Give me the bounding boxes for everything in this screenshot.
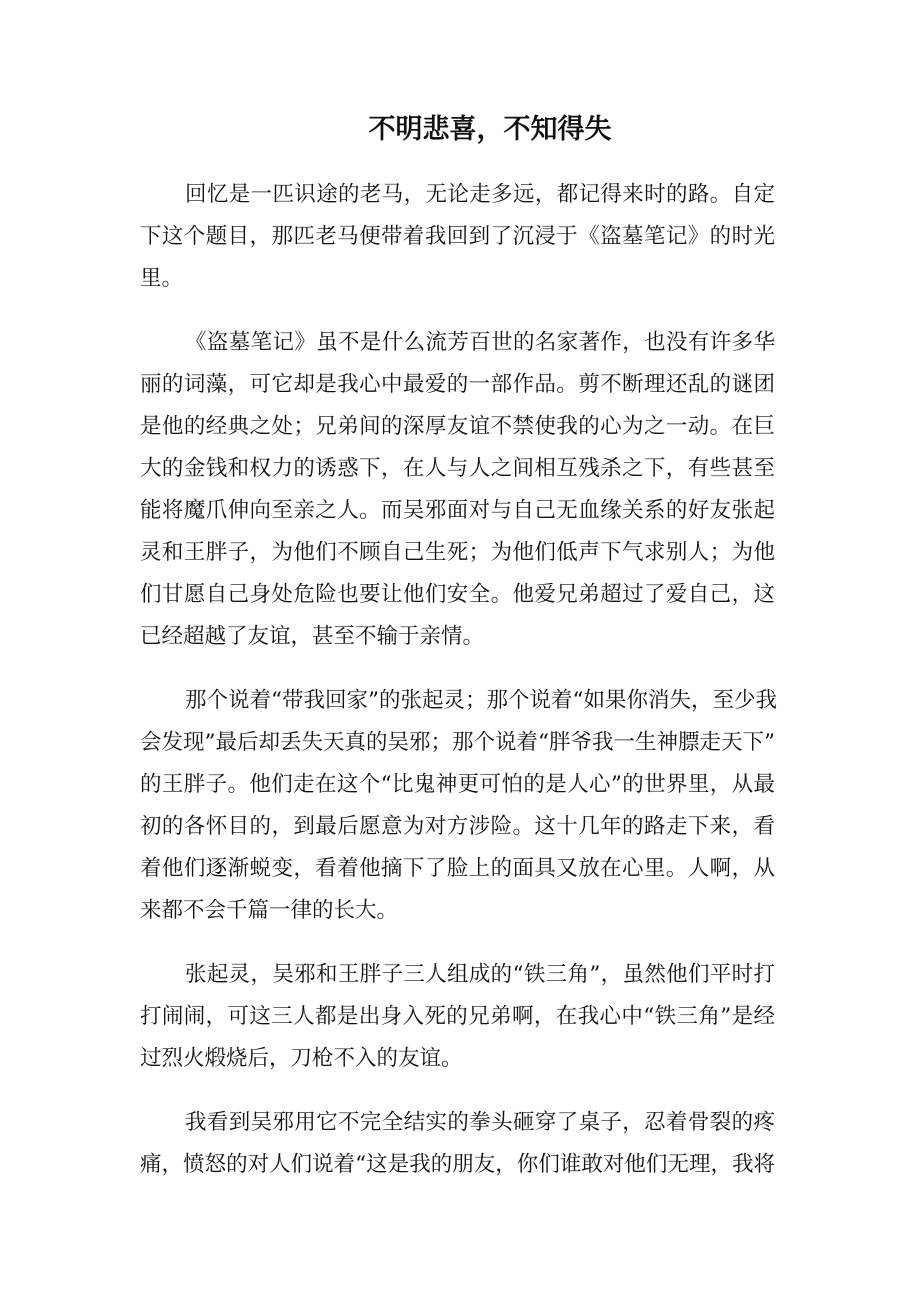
text-line: 已经超越了友谊，甚至不输于亲情。 [140,624,485,649]
document-title: 不明悲喜，不知得失 [368,114,612,145]
text-line: 那个说着“带我回家”的张起灵；那个说着“如果你消失，至少我 [185,688,777,713]
text-line: 来都不会千篇一律的长大。 [140,898,399,923]
text-line: 我看到吴邪用它不完全结实的拳头砸穿了桌子，忍着骨裂的疼 [185,1110,775,1135]
paragraph [140,174,775,300]
text-line: 能将魔爪伸向至亲之人。而吴邪面对与自己无血缘关系的好友张起 [140,498,775,523]
text-line: 过烈火煅烧后，刀枪不入的友谊。 [140,1046,463,1071]
paragraph [140,322,775,658]
text-line: 丽的词藻，可它却是我心中最爱的一部作品。剪不断理还乱的谜团 [140,372,775,397]
paragraph [140,1102,775,1186]
text-line: 灵和王胖子，为他们不顾自己生死；为他们低声下气求别人；为他 [140,540,775,565]
text-line: 是他的经典之处；兄弟间的深厚友谊不禁使我的心为之一动。在巨 [140,414,775,439]
text-line: 下这个题目，那匹老马便带着我回到了沉浸于《盗墓笔记》的时光 [140,224,775,249]
text-line: 《盗墓笔记》虽不是什么流芳百世的名家著作，也没有许多华 [185,330,775,355]
text-line: 里。 [140,266,184,291]
paragraph [140,954,775,1080]
document-body [140,174,775,1208]
text-line: 着他们逐渐蜕变，看着他摘下了脸上的面具又放在心里。人啊，从 [140,856,775,881]
text-line: 回忆是一匹识途的老马，无论走多远，都记得来时的路。自定 [185,182,775,207]
text-line: 会发现”最后却丢失天真的吴邪；那个说着“胖爷我一生神膘走天下” [140,730,775,755]
text-line: 张起灵，吴邪和王胖子三人组成的“铁三角”，虽然他们平时打 [185,962,775,987]
text-line: 打闹闹，可这三人都是出身入死的兄弟啊，在我心中“铁三角”是经 [140,1004,775,1029]
text-line: 痛，愤怒的对人们说着“这是我的朋友，你们谁敢对他们无理，我将 [140,1152,775,1177]
text-line: 们甘愿自己身处危险也要让他们安全。他爱兄弟超过了爱自己，这 [140,582,775,607]
text-line: 的王胖子。他们走在这个“比鬼神更可怕的是人心”的世界里，从最 [140,772,775,797]
text-line: 大的金钱和权力的诱惑下，在人与人之间相互残杀之下，有些甚至 [140,456,775,481]
paragraph [140,680,775,932]
text-line: 初的各怀目的，到最后愿意为对方涉险。这十几年的路走下来，看 [140,814,775,839]
